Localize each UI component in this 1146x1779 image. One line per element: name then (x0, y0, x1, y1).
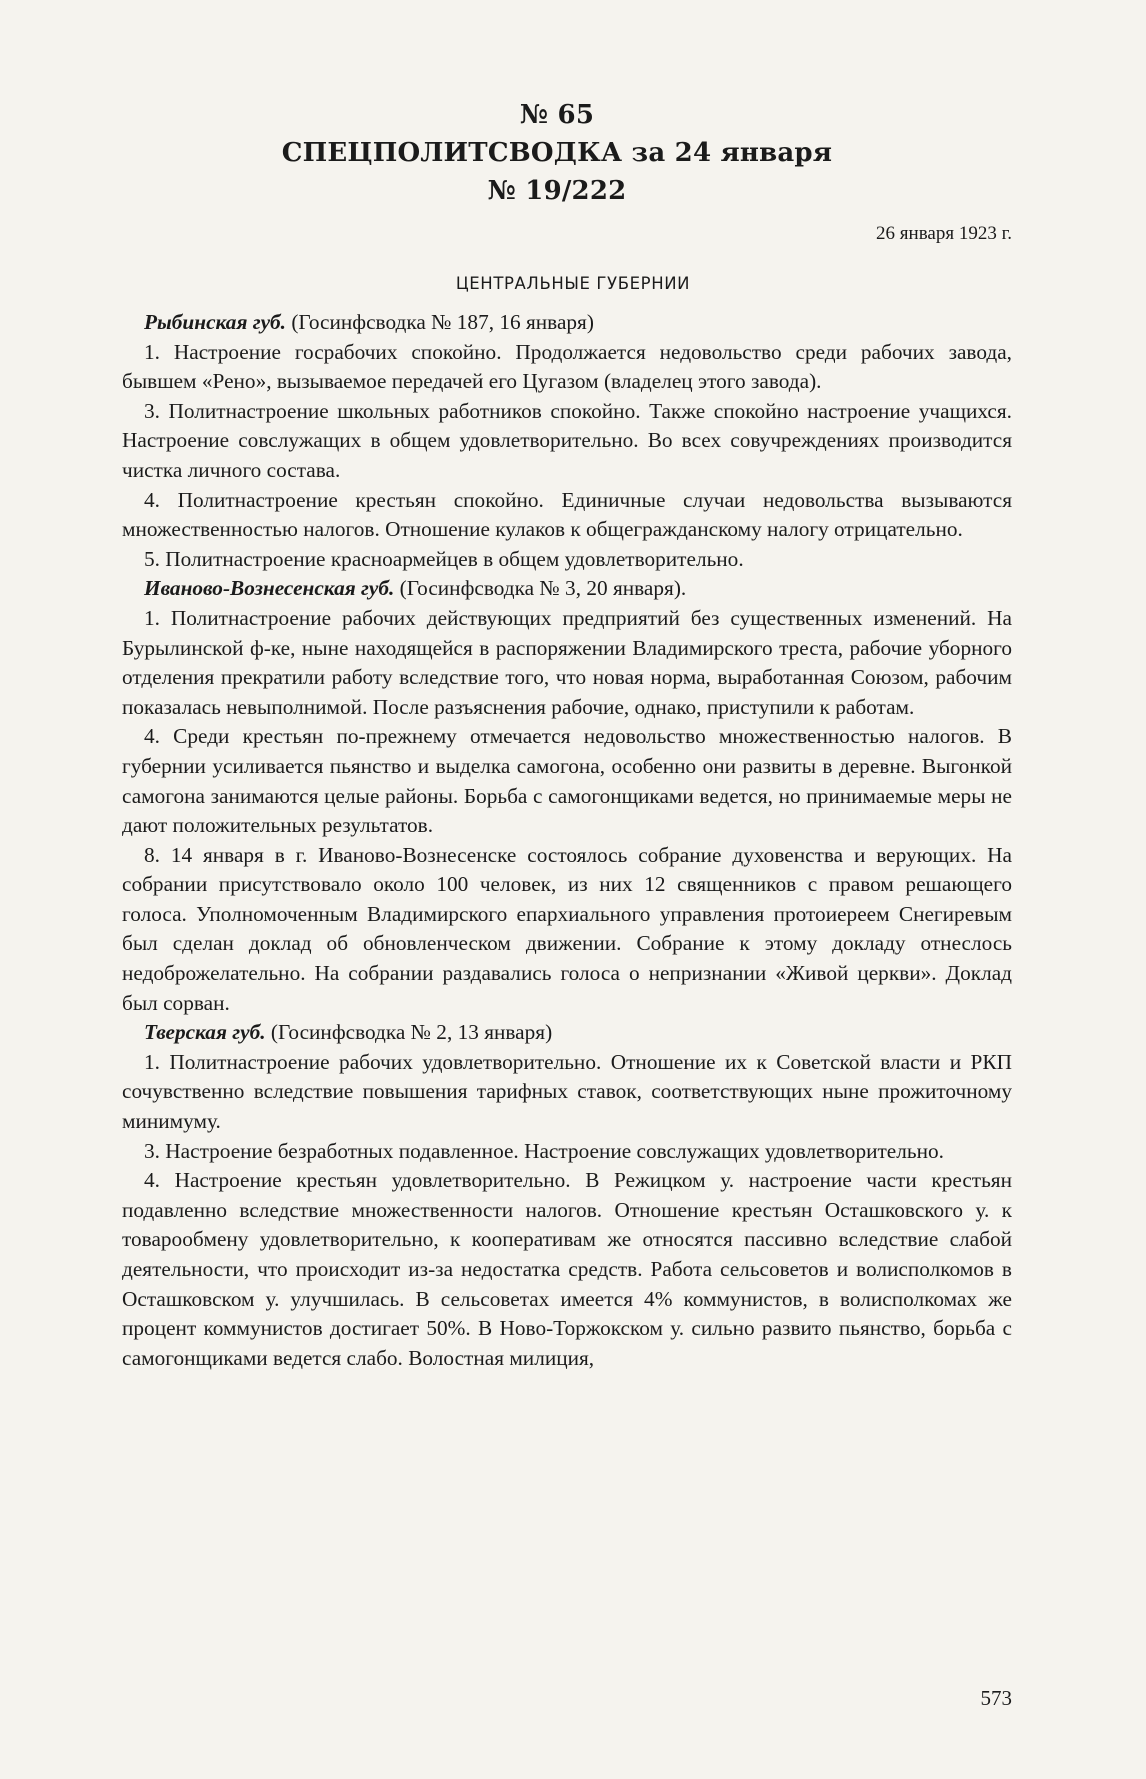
document-date: 26 января 1923 г. (876, 223, 1012, 244)
reference-number: № 19/222 (487, 176, 627, 206)
paragraph (122, 1018, 1012, 1048)
paragraph-text: 3. Политнастроение школьных работников спокойно. Также спокойно настроение учащихся. Настроение совслужащих в общем удовлетворительно. Во всех совучреждениях производится чистка личного состава. (122, 398, 1012, 482)
paragraph-text: (Госинфсводка № 187, 16 января) (286, 310, 594, 334)
paragraph (122, 338, 1012, 397)
paragraph-text: 1. Политнастроение рабочих удовлетворительно. Отношение их к Советской власти и РКП сочувственно вследствие повышения тарифных ставок, соответствующих ныне прожиточному минимуму. (122, 1049, 1012, 1134)
region-name: Иваново-Вознесенская губ. (144, 576, 395, 601)
paragraph (122, 1166, 1012, 1373)
paragraph-text: (Госинфсводка № 3, 20 января). (394, 576, 687, 601)
paragraph-text: (Госинфсводка № 2, 13 января) (265, 1020, 553, 1045)
section-heading: ЦЕНТРАЛЬНЫЕ ГУБЕРНИИ (455, 274, 691, 293)
paragraph-text: 4. Настроение крестьян удовлетворительно. В Режицком у. настроение части крестьян подавленно вследствие множественности налогов. Отношение крестьян Осташковского у. к товарообмену удовлетворительно, к кооперативам же относятся пассивно вследствие слабой деятельности, что происходит из-за недостатка средств. Работа сельсоветов и волисполкомов в Осташковском у. улучшилась. В сельсоветах имеется 4% коммунистов, в волисполкомах же процент коммунистов достигает 50%. В Ново-Торжокском у. сильно развито пьянство, борьба с самогонщиками ведется слабо. Волостная милиция, (122, 1168, 1012, 1370)
paragraph (122, 1048, 1012, 1137)
document-number: № 65 (519, 100, 595, 130)
paragraph-text: 5. Политнастроение красноармейцев в общем удовлетворительно. (144, 546, 744, 571)
paragraph (122, 1137, 1012, 1167)
page-number: 573 (980, 1686, 1012, 1710)
paragraph-text: 1. Политнастроение рабочих действующих предприятий без существенных изменений. На Бурылинской ф-ке, ныне находящейся в распоряжении Владимирского треста, рабочие уборного отделения прекратили работу вследствие того, что новая норма, выработанная Союзом, рабочим показалась невыполнимой. После разъяснения рабочие, однако, приступили к работам. (122, 605, 1012, 719)
paragraph (122, 486, 1012, 545)
paragraph-text: 8. 14 января в г. Иваново-Вознесенске состоялось собрание духовенства и верующих. На собрании присутствовало около 100 человек, из них 12 священников с правом решающего голоса. Уполномоченным Владимирского епархиального управления протоиереем Снегиревым был сделан доклад об обновленческом движении. Собрание к этому докладу отнеслось недоброжелательно. На собрании раздавались голоса о непризнании «Живой церкви». Доклад был сорван. (122, 842, 1012, 1015)
paragraph-text: 4. Среди крестьян по-прежнему отмечается недовольство множественностью налогов. В губернии усиливается пьянство и выделка самогона, особенно они развиты в деревне. Выгонкой самогона занимаются целые районы. Борьба с самогонщиками ведется, но принимаемые меры не дают положительных результатов. (122, 724, 1012, 838)
paragraph-text: 3. Настроение безработных подавленное. Настроение совслужащих удовлетворительно. (144, 1138, 944, 1163)
paragraph (122, 308, 1012, 338)
paragraph (122, 604, 1012, 722)
document-body (122, 96, 1012, 1373)
paragraph (122, 722, 1012, 840)
paragraph (122, 574, 1012, 604)
document-title: СПЕЦПОЛИТСВОДКА за 24 января (281, 138, 833, 168)
paragraph (122, 545, 1012, 575)
region-name: Рыбинская губ. (144, 310, 287, 334)
region-name: Тверская губ. (144, 1020, 266, 1045)
paragraph (122, 841, 1012, 1019)
paragraph-text: 1. Настроение госрабочих спокойно. Продолжается недовольство среди рабочих завода, бывшем «Рено», вызываемое передачей его Цугазом (владелец этого завода). (122, 339, 1012, 394)
paragraph (122, 397, 1012, 486)
paragraph-text: 4. Политнастроение крестьян спокойно. Единичные случаи недовольства вызываются множественностью налогов. Отношение кулаков к общегражданскому налогу отрицательно. (122, 487, 1012, 542)
